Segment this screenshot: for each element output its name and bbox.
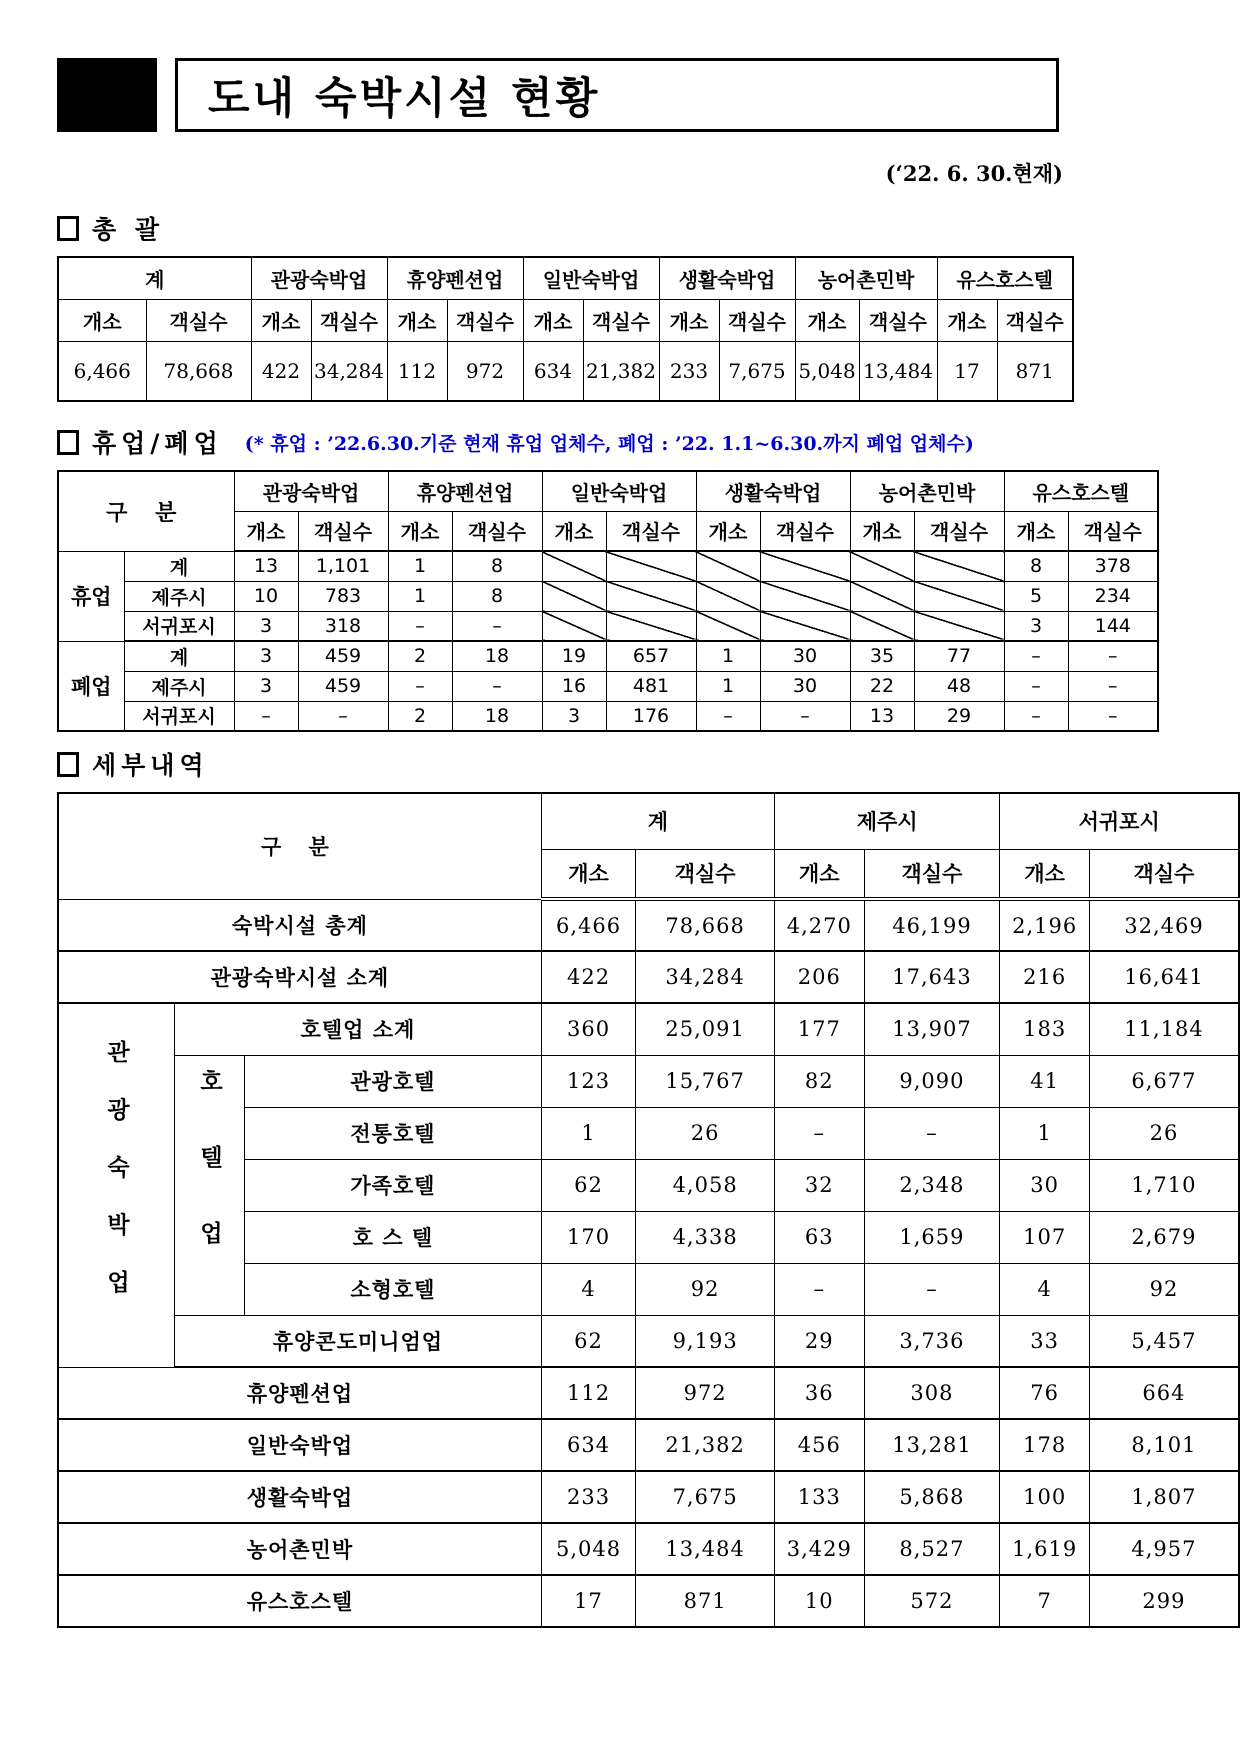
data-cell: 234 bbox=[1068, 581, 1158, 611]
data-cell: 35 bbox=[850, 641, 914, 671]
data-cell: 1,619 bbox=[1000, 1523, 1090, 1575]
na-diagonal-cell bbox=[542, 581, 606, 611]
sub-header: 객실수 bbox=[1089, 849, 1239, 899]
column-group-header: 유스호스텔 bbox=[937, 257, 1073, 299]
data-cell: 26 bbox=[1089, 1107, 1239, 1159]
data-cell: 308 bbox=[864, 1367, 1000, 1419]
sub-header: 객실수 bbox=[719, 299, 795, 341]
column-group-header: 관광숙박업 bbox=[251, 257, 387, 299]
data-cell: 1 bbox=[541, 1107, 635, 1159]
row-label: 농어촌민박 bbox=[58, 1523, 541, 1575]
sub-header: 개소 bbox=[542, 511, 606, 551]
row-label: 관광호텔 bbox=[245, 1055, 542, 1107]
data-cell: 657 bbox=[606, 641, 696, 671]
detail-heading-label: 세부내역 bbox=[92, 751, 209, 780]
data-cell: 5,048 bbox=[795, 341, 859, 401]
data-cell: 13 bbox=[234, 551, 298, 581]
column-group-header: 관광숙박업 bbox=[234, 471, 388, 511]
column-group-header: 유스호스텔 bbox=[1004, 471, 1158, 511]
sub-header: 객실수 bbox=[146, 299, 251, 341]
overview-section-heading bbox=[57, 210, 1240, 246]
data-cell: 41 bbox=[1000, 1055, 1090, 1107]
data-cell: 13,281 bbox=[864, 1419, 1000, 1471]
na-diagonal-cell bbox=[850, 581, 914, 611]
row-label: 일반숙박업 bbox=[58, 1419, 541, 1471]
sub-header: 개소 bbox=[387, 299, 447, 341]
data-cell: 30 bbox=[1000, 1159, 1090, 1211]
data-cell: 871 bbox=[997, 341, 1073, 401]
data-cell: 92 bbox=[1089, 1263, 1239, 1315]
row-label: 계 bbox=[124, 551, 234, 581]
data-cell: 18 bbox=[452, 641, 542, 671]
row-label: 제주시 bbox=[124, 671, 234, 701]
sub-header: 개소 bbox=[1000, 849, 1090, 899]
data-cell: 5,868 bbox=[864, 1471, 1000, 1523]
page-title: 도내 숙박시설 현황 bbox=[208, 73, 601, 124]
data-cell: 1,807 bbox=[1089, 1471, 1239, 1523]
data-cell: 21,382 bbox=[583, 341, 659, 401]
sub-header: 개소 bbox=[850, 511, 914, 551]
data-cell: 34,284 bbox=[636, 951, 775, 1003]
data-cell: 112 bbox=[541, 1367, 635, 1419]
closure-heading-label: 휴업/폐업 bbox=[92, 429, 223, 458]
data-cell: 3 bbox=[1004, 611, 1068, 641]
square-bullet-icon bbox=[57, 752, 79, 777]
data-cell: 29 bbox=[775, 1315, 865, 1367]
data-cell: 13,484 bbox=[859, 341, 937, 401]
data-cell: 33 bbox=[1000, 1315, 1090, 1367]
column-group-header: 계 bbox=[541, 793, 774, 849]
row-group-label-hotel bbox=[175, 1055, 245, 1315]
na-diagonal-cell bbox=[914, 611, 1004, 641]
data-cell: 16,641 bbox=[1089, 951, 1239, 1003]
data-cell: – bbox=[696, 701, 760, 731]
data-cell: – bbox=[775, 1107, 865, 1159]
data-cell: 107 bbox=[1000, 1211, 1090, 1263]
sub-header: 개소 bbox=[696, 511, 760, 551]
data-cell: 17 bbox=[541, 1575, 635, 1627]
row-label: 호 스 텔 bbox=[245, 1211, 542, 1263]
data-cell: 78,668 bbox=[636, 899, 775, 951]
overview-heading-label: 총 괄 bbox=[92, 215, 165, 244]
data-cell: 216 bbox=[1000, 951, 1090, 1003]
data-cell: 8 bbox=[452, 551, 542, 581]
data-cell: 21,382 bbox=[636, 1419, 775, 1471]
sub-header: 객실수 bbox=[760, 511, 850, 551]
data-cell: 7,675 bbox=[636, 1471, 775, 1523]
data-cell: 30 bbox=[760, 641, 850, 671]
data-cell: 48 bbox=[914, 671, 1004, 701]
data-cell: 178 bbox=[1000, 1419, 1090, 1471]
sub-header: 개소 bbox=[775, 849, 865, 899]
data-cell: 1 bbox=[1000, 1107, 1090, 1159]
data-cell: – bbox=[1068, 701, 1158, 731]
row-label: 제주시 bbox=[124, 581, 234, 611]
data-cell: 783 bbox=[298, 581, 388, 611]
sub-header: 객실수 bbox=[859, 299, 937, 341]
data-cell: 29 bbox=[914, 701, 1004, 731]
closure-note: (* 휴업 : ’22.6.30.기준 현재 휴업 업체수, 폐업 : ’22. 1.1~6.30.까지 폐업 업체수) bbox=[244, 432, 974, 455]
na-diagonal-cell bbox=[542, 551, 606, 581]
sub-header: 개소 bbox=[234, 511, 298, 551]
data-cell: – bbox=[298, 701, 388, 731]
row-label: 서귀포시 bbox=[124, 611, 234, 641]
sub-header: 객실수 bbox=[1068, 511, 1158, 551]
data-cell: 1 bbox=[388, 581, 452, 611]
data-cell: 46,199 bbox=[864, 899, 1000, 951]
sub-header: 객실수 bbox=[583, 299, 659, 341]
data-cell: 972 bbox=[447, 341, 523, 401]
data-cell: 1,659 bbox=[864, 1211, 1000, 1263]
data-cell: 100 bbox=[1000, 1471, 1090, 1523]
na-diagonal-cell bbox=[914, 551, 1004, 581]
na-diagonal-cell bbox=[696, 611, 760, 641]
row-label: 서귀포시 bbox=[124, 701, 234, 731]
title-bar bbox=[57, 58, 1240, 132]
row-group-label: 휴업 bbox=[58, 551, 124, 641]
data-cell: 36 bbox=[775, 1367, 865, 1419]
na-diagonal-cell bbox=[606, 611, 696, 641]
data-cell: – bbox=[1068, 641, 1158, 671]
data-cell: 170 bbox=[541, 1211, 635, 1263]
data-cell: 62 bbox=[541, 1315, 635, 1367]
data-cell: – bbox=[760, 701, 850, 731]
data-cell: 16 bbox=[542, 671, 606, 701]
na-diagonal-cell bbox=[760, 581, 850, 611]
data-cell: 3 bbox=[234, 671, 298, 701]
data-cell: 112 bbox=[387, 341, 447, 401]
data-cell: 378 bbox=[1068, 551, 1158, 581]
sub-header: 개소 bbox=[58, 299, 146, 341]
data-cell: 13,484 bbox=[636, 1523, 775, 1575]
data-cell: 8 bbox=[1004, 551, 1068, 581]
sub-header: 객실수 bbox=[298, 511, 388, 551]
row-label: 가족호텔 bbox=[245, 1159, 542, 1211]
data-cell: 144 bbox=[1068, 611, 1158, 641]
data-cell: 8,101 bbox=[1089, 1419, 1239, 1471]
closure-section-heading bbox=[57, 424, 1240, 460]
data-cell: 8 bbox=[452, 581, 542, 611]
title-black-block bbox=[57, 58, 157, 132]
column-group-header: 일반숙박업 bbox=[542, 471, 696, 511]
data-cell: – bbox=[452, 611, 542, 641]
data-cell: 572 bbox=[864, 1575, 1000, 1627]
data-cell: 459 bbox=[298, 671, 388, 701]
na-diagonal-cell bbox=[760, 551, 850, 581]
data-cell: – bbox=[1068, 671, 1158, 701]
overview-table bbox=[57, 256, 1074, 402]
data-cell: 360 bbox=[541, 1003, 635, 1055]
na-diagonal-cell bbox=[850, 611, 914, 641]
data-cell: 5,457 bbox=[1089, 1315, 1239, 1367]
data-cell: 123 bbox=[541, 1055, 635, 1107]
data-cell: 4,058 bbox=[636, 1159, 775, 1211]
data-cell: 2,196 bbox=[1000, 899, 1090, 951]
data-cell: 456 bbox=[775, 1419, 865, 1471]
data-cell: 5,048 bbox=[541, 1523, 635, 1575]
data-cell: 2,679 bbox=[1089, 1211, 1239, 1263]
column-group-header: 생활숙박업 bbox=[659, 257, 795, 299]
data-cell: 13 bbox=[850, 701, 914, 731]
data-cell: – bbox=[452, 671, 542, 701]
data-cell: 133 bbox=[775, 1471, 865, 1523]
sub-header: 개소 bbox=[388, 511, 452, 551]
data-cell: 1 bbox=[388, 551, 452, 581]
data-cell: 6,677 bbox=[1089, 1055, 1239, 1107]
data-cell: 422 bbox=[541, 951, 635, 1003]
data-cell: 318 bbox=[298, 611, 388, 641]
row-label: 소형호텔 bbox=[245, 1263, 542, 1315]
row-label: 휴양콘도미니엄업 bbox=[175, 1315, 542, 1367]
data-cell: – bbox=[864, 1263, 1000, 1315]
sub-header: 개소 bbox=[659, 299, 719, 341]
data-cell: – bbox=[388, 671, 452, 701]
data-cell: 9,090 bbox=[864, 1055, 1000, 1107]
data-cell: 634 bbox=[523, 341, 583, 401]
data-cell: 2,348 bbox=[864, 1159, 1000, 1211]
data-cell: 871 bbox=[636, 1575, 775, 1627]
column-group-header: 휴양펜션업 bbox=[387, 257, 523, 299]
data-cell: 1 bbox=[696, 671, 760, 701]
row-label: 숙박시설 총계 bbox=[58, 899, 541, 951]
sub-header: 객실수 bbox=[311, 299, 387, 341]
data-cell: 25,091 bbox=[636, 1003, 775, 1055]
data-cell: 30 bbox=[760, 671, 850, 701]
data-cell: 4 bbox=[1000, 1263, 1090, 1315]
data-cell: 63 bbox=[775, 1211, 865, 1263]
row-label: 휴양펜션업 bbox=[58, 1367, 541, 1419]
data-cell: 481 bbox=[606, 671, 696, 701]
data-cell: 78,668 bbox=[146, 341, 251, 401]
data-cell: 82 bbox=[775, 1055, 865, 1107]
row-label: 관광숙박시설 소계 bbox=[58, 951, 541, 1003]
data-cell: 3 bbox=[234, 641, 298, 671]
column-group-header: 휴양펜션업 bbox=[388, 471, 542, 511]
data-cell: 177 bbox=[775, 1003, 865, 1055]
data-cell: – bbox=[1004, 641, 1068, 671]
detail-section-heading bbox=[57, 746, 1240, 782]
na-diagonal-cell bbox=[606, 551, 696, 581]
data-cell: 422 bbox=[251, 341, 311, 401]
na-diagonal-cell bbox=[696, 581, 760, 611]
data-cell: 459 bbox=[298, 641, 388, 671]
data-cell: 17 bbox=[937, 341, 997, 401]
column-group-header: 서귀포시 bbox=[1000, 793, 1239, 849]
data-cell: 664 bbox=[1089, 1367, 1239, 1419]
sub-header: 개소 bbox=[795, 299, 859, 341]
data-cell: 10 bbox=[234, 581, 298, 611]
sub-header: 객실수 bbox=[914, 511, 1004, 551]
data-cell: 4,957 bbox=[1089, 1523, 1239, 1575]
data-cell: 34,284 bbox=[311, 341, 387, 401]
data-cell: 13,907 bbox=[864, 1003, 1000, 1055]
sub-header: 개소 bbox=[251, 299, 311, 341]
data-cell: 634 bbox=[541, 1419, 635, 1471]
data-cell: 5 bbox=[1004, 581, 1068, 611]
sub-header: 개소 bbox=[937, 299, 997, 341]
data-cell: 206 bbox=[775, 951, 865, 1003]
data-cell: 62 bbox=[541, 1159, 635, 1211]
na-diagonal-cell bbox=[850, 551, 914, 581]
data-cell: 92 bbox=[636, 1263, 775, 1315]
data-cell: 4,338 bbox=[636, 1211, 775, 1263]
data-cell: 4,270 bbox=[775, 899, 865, 951]
vertical-label: 관광숙박업 bbox=[103, 1039, 130, 1327]
na-diagonal-cell bbox=[914, 581, 1004, 611]
data-cell: 15,767 bbox=[636, 1055, 775, 1107]
na-diagonal-cell bbox=[542, 611, 606, 641]
data-cell: – bbox=[775, 1263, 865, 1315]
data-cell: 26 bbox=[636, 1107, 775, 1159]
data-cell: 233 bbox=[541, 1471, 635, 1523]
column-group-header: 농어촌민박 bbox=[795, 257, 937, 299]
data-cell: 3,736 bbox=[864, 1315, 1000, 1367]
sub-header: 객실수 bbox=[997, 299, 1073, 341]
data-cell: 77 bbox=[914, 641, 1004, 671]
row-group-label: 폐업 bbox=[58, 641, 124, 731]
column-group-header: 생활숙박업 bbox=[696, 471, 850, 511]
data-cell: 299 bbox=[1089, 1575, 1239, 1627]
sub-header: 개소 bbox=[541, 849, 635, 899]
data-cell: 1 bbox=[696, 641, 760, 671]
row-label: 전통호텔 bbox=[245, 1107, 542, 1159]
corner-header: 구 분 bbox=[58, 471, 234, 551]
data-cell: 10 bbox=[775, 1575, 865, 1627]
data-cell: 3,429 bbox=[775, 1523, 865, 1575]
column-group-header: 일반숙박업 bbox=[523, 257, 659, 299]
data-cell: 4 bbox=[541, 1263, 635, 1315]
data-cell: 176 bbox=[606, 701, 696, 731]
column-group-header: 계 bbox=[58, 257, 251, 299]
row-label: 유스호스텔 bbox=[58, 1575, 541, 1627]
column-group-header: 제주시 bbox=[775, 793, 1000, 849]
row-group-label-tourism bbox=[58, 1003, 175, 1367]
square-bullet-icon bbox=[57, 430, 79, 455]
data-cell: – bbox=[388, 611, 452, 641]
sub-header: 개소 bbox=[1004, 511, 1068, 551]
data-cell: 32,469 bbox=[1089, 899, 1239, 951]
data-cell: 6,466 bbox=[541, 899, 635, 951]
corner-header: 구 분 bbox=[58, 793, 541, 899]
data-cell: 8,527 bbox=[864, 1523, 1000, 1575]
data-cell: – bbox=[1004, 671, 1068, 701]
data-cell: – bbox=[864, 1107, 1000, 1159]
na-diagonal-cell bbox=[696, 551, 760, 581]
data-cell: – bbox=[1004, 701, 1068, 731]
row-label: 계 bbox=[124, 641, 234, 671]
data-cell: 7 bbox=[1000, 1575, 1090, 1627]
detail-table bbox=[57, 792, 1240, 1628]
square-bullet-icon bbox=[57, 216, 79, 241]
title-box bbox=[175, 58, 1059, 132]
data-cell: 9,193 bbox=[636, 1315, 775, 1367]
data-cell: 972 bbox=[636, 1367, 775, 1419]
data-cell: 2 bbox=[388, 701, 452, 731]
vertical-label: 호텔업 bbox=[196, 1069, 223, 1297]
na-diagonal-cell bbox=[606, 581, 696, 611]
as-of-date: (‘22. 6. 30.현재) bbox=[885, 161, 1063, 186]
data-cell: 6,466 bbox=[58, 341, 146, 401]
data-cell: 19 bbox=[542, 641, 606, 671]
column-group-header: 농어촌민박 bbox=[850, 471, 1004, 511]
sub-header: 객실수 bbox=[452, 511, 542, 551]
sub-header: 객실수 bbox=[864, 849, 1000, 899]
sub-header: 개소 bbox=[523, 299, 583, 341]
data-cell: 17,643 bbox=[864, 951, 1000, 1003]
sub-header: 객실수 bbox=[606, 511, 696, 551]
data-cell: 7,675 bbox=[719, 341, 795, 401]
na-diagonal-cell bbox=[760, 611, 850, 641]
data-cell: 2 bbox=[388, 641, 452, 671]
row-label: 생활숙박업 bbox=[58, 1471, 541, 1523]
data-cell: 22 bbox=[850, 671, 914, 701]
data-cell: 3 bbox=[234, 611, 298, 641]
data-cell: – bbox=[234, 701, 298, 731]
data-cell: 183 bbox=[1000, 1003, 1090, 1055]
data-cell: 76 bbox=[1000, 1367, 1090, 1419]
sub-header: 객실수 bbox=[636, 849, 775, 899]
data-cell: 233 bbox=[659, 341, 719, 401]
data-cell: 1,101 bbox=[298, 551, 388, 581]
data-cell: 18 bbox=[452, 701, 542, 731]
closure-table bbox=[57, 470, 1159, 732]
data-cell: 1,710 bbox=[1089, 1159, 1239, 1211]
data-cell: 3 bbox=[542, 701, 606, 731]
sub-header: 객실수 bbox=[447, 299, 523, 341]
row-label: 호텔업 소계 bbox=[175, 1003, 542, 1055]
data-cell: 32 bbox=[775, 1159, 865, 1211]
data-cell: 11,184 bbox=[1089, 1003, 1239, 1055]
